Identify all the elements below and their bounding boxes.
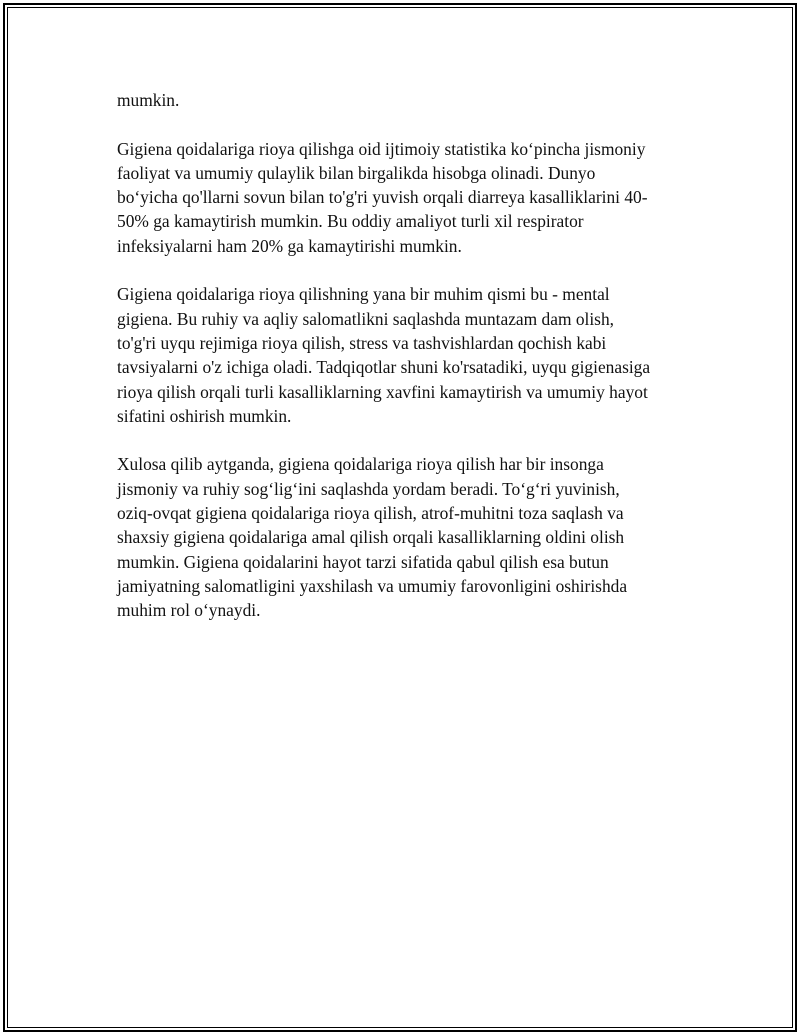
text-line: infeksiyalarni ham 20% ga kamaytirishi mumkin.: [117, 235, 462, 256]
text-line: mumkin. Gigiena qoidalarini hayot tarzi sifatida qabul qilish esa butun: [117, 551, 609, 572]
text-line: mumkin.: [117, 90, 180, 110]
text-line: gigiena. Bu ruhiy va aqliy salomatlikni saqlashda muntazam dam olish,: [117, 308, 614, 329]
document-body: [117, 88, 687, 647]
paragraph-continuation: [117, 88, 687, 112]
text-line: boʻyicha qo'llarni sovun bilan to'g'ri yuvish orqali diarreya kasalliklarini 40-: [117, 187, 648, 208]
text-line: Xulosa qilib aytganda, gigiena qoidalariga rioya qilish har bir insonga: [117, 454, 604, 475]
text-line: oziq-ovqat gigiena qoidalariga rioya qilish, atrof-muhitni toza saqlash va: [117, 503, 624, 524]
text-line: muhim rol oʻynaydi.: [117, 600, 261, 621]
text-line: rioya qilish orqali turli kasalliklarning xavfini kamaytirish va umumiy hayot: [117, 381, 648, 402]
text-line: sifatini oshirish mumkin.: [117, 405, 292, 426]
text-line: shaxsiy gigiena qoidalariga amal qilish orqali kasalliklarning oldini olish: [117, 527, 625, 548]
paragraph-mental-hygiene: [117, 282, 687, 428]
paragraph-conclusion: [117, 452, 687, 622]
text-line: jamiyatning salomatligini yaxshilash va umumiy farovonligini oshirishda: [117, 575, 628, 596]
text-line: Gigiena qoidalariga rioya qilishning yana bir muhim qismi bu - mental: [117, 284, 610, 305]
text-line: 50% ga kamaytirish mumkin. Bu oddiy amaliyot turli xil respirator: [117, 211, 584, 232]
text-line: faoliyat va umumiy qulaylik bilan birgalikda hisobga olinadi. Dunyo: [117, 162, 596, 183]
text-line: tavsiyalarni o'z ichiga oladi. Tadqiqotlar shuni ko'rsatadiki, uyqu gigienasiga: [117, 357, 651, 378]
text-line: Gigiena qoidalariga rioya qilishga oid ijtimoiy statistika koʻpincha jismoniy: [117, 138, 646, 159]
text-line: to'g'ri uyqu rejimiga rioya qilish, stress va tashvishlardan qochish kabi: [117, 332, 607, 353]
paragraph-hygiene-statistics: [117, 137, 687, 258]
text-line: jismoniy va ruhiy sogʻligʻini saqlashda yordam beradi. Toʻgʻri yuvinish,: [117, 478, 620, 499]
